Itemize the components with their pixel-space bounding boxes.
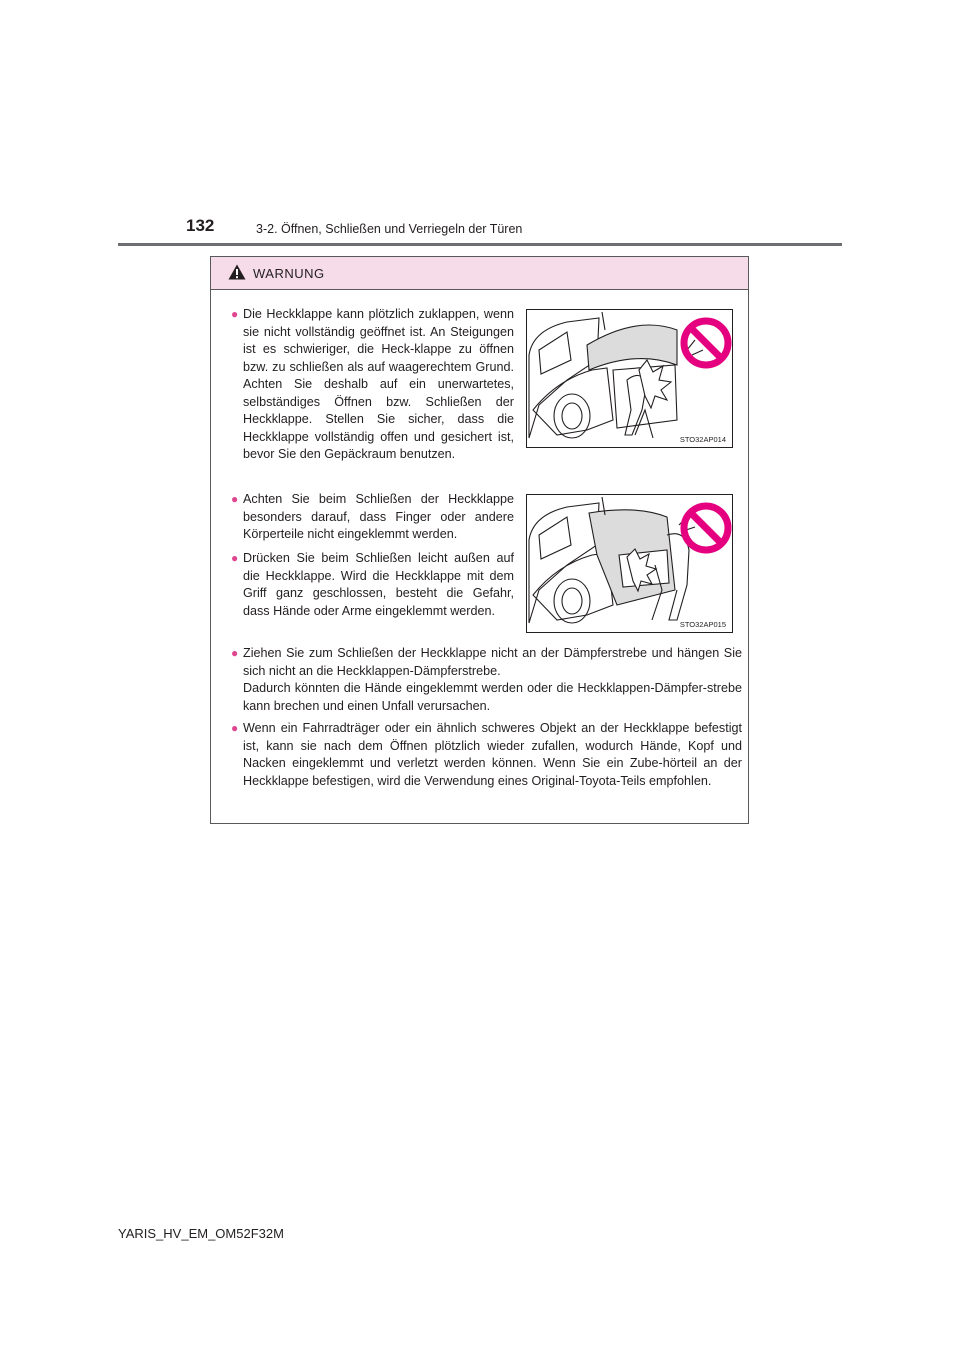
warning-header [211, 257, 748, 290]
warning-bullet: ● Achten Sie beim Schließen der Heckklappe besonders darauf, dass Finger oder andere Körperteile nicht eingeklemmt werden. [231, 492, 514, 541]
warning-bullet: ● Drücken Sie beim Schließen leicht außen auf die Heckklappe. Wird die Heckklappe mit dem Griff ganz geschlossen, besteht die Gefahr, dass Hände oder Arme eingeklemmt werden. [231, 551, 514, 618]
warning-triangle-icon [228, 264, 246, 280]
section-title: 3-2. Öffnen, Schließen und Verriegeln der Türen [256, 222, 523, 236]
figure-code: STO32AP015 [679, 620, 726, 629]
document-code: YARIS_HV_EM_OM52F32M [118, 1226, 284, 1241]
figure-tailgate-open [526, 309, 733, 448]
figure-tailgate-close [526, 494, 733, 633]
warning-bullet: ● Ziehen Sie zum Schließen der Heckklappe nicht an der Dämpferstrebe und hängen Sie sich nicht an die Heckklappen-Dämpferstrebe. Dadurch könnten die Hände eingeklemmt werden oder die Heckklappen-Dämpfer-strebe kann brechen und einen Unfall verursachen. [231, 646, 742, 713]
warning-bullet: ● Wenn ein Fahrradträger oder ein ähnlich schweres Objekt an der Heckklappe befestigt ist, kann sie nach dem Öffnen plötzlich wieder zufallen, wodurch Hände, Kopf und Nacken eingeklemmt und verletzt werden können. Wenn Sie ein Zube-hörteil an der Heckklappe befestigen, wird die Verwendung eines Original-Toyota-Teils empfohlen. [231, 721, 742, 788]
warning-title: WARNUNG [253, 266, 325, 281]
page-number: 132 [186, 216, 215, 235]
prohibited-icon [679, 316, 733, 370]
bullet-dot-icon: ● [231, 307, 239, 321]
prohibited-icon [679, 501, 733, 555]
bullet-dot-icon: ● [231, 721, 239, 735]
figure-code: STO32AP014 [679, 435, 726, 444]
header-rule [118, 243, 842, 246]
warning-bullet: ● Die Heckklappe kann plötzlich zuklappen, wenn sie nicht vollständig geöffnet ist. An Steigungen ist es schwieriger, die Heck-klappe zu öffnen bzw. zu schließen als auf waagerechtem Grund. Achten Sie deshalb auf ein unerwartetes, selbständiges Öffnen bzw. Schließen der Heckklappe. Stellen Sie sicher, dass die Heckklappe vollständig offen und gesichert ist, bevor Sie den Gepäckraum benutzen. [231, 307, 514, 461]
bullet-dot-icon: ● [231, 646, 239, 660]
bullet-dot-icon: ● [231, 551, 239, 565]
bullet-dot-icon: ● [231, 492, 239, 506]
